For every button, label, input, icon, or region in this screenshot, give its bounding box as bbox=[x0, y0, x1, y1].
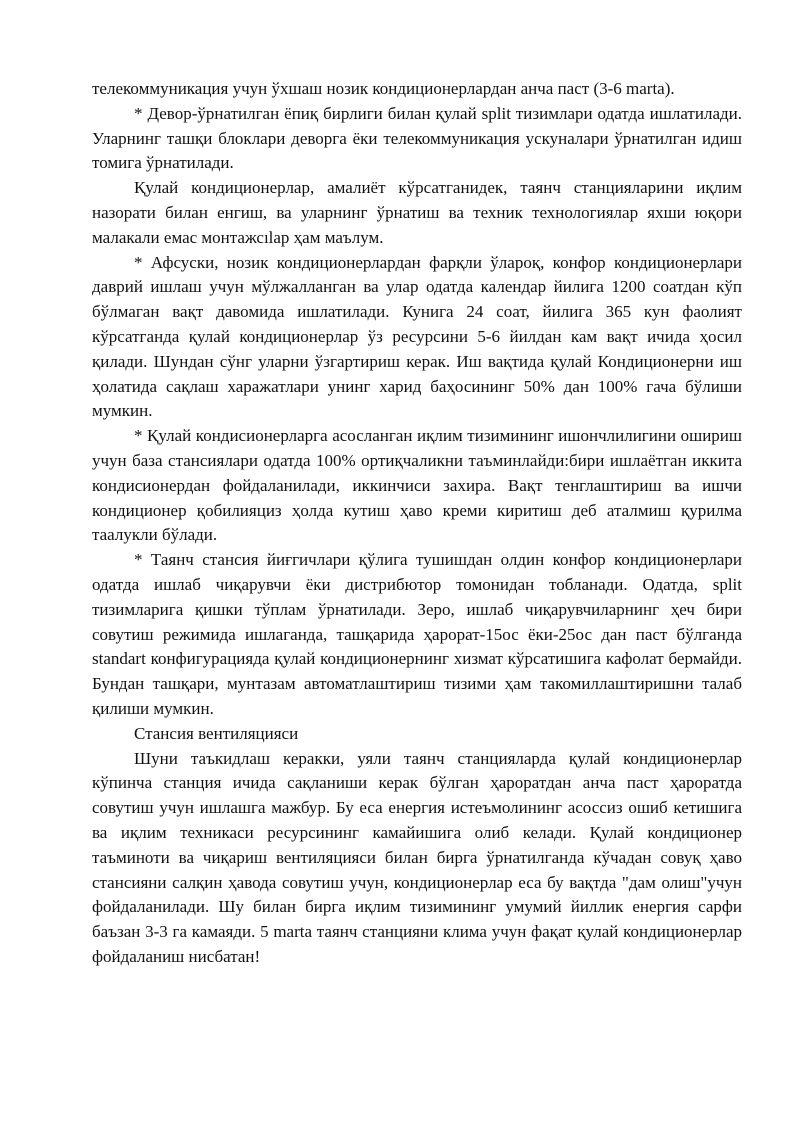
paragraph-split-systems: * Девор-ўрнатилган ёпиқ бирлиги билан қулай split тизимлари одатда ишлатилади. Уларнинг ташқи блоклари деворга ёки телекоммуникация ускуналари ўрнатилган идиш томига ўрнатилади. bbox=[92, 103, 742, 173]
paragraph-continuation: телекоммуникация учун ўхшаш нозик кондиционерлардан анча паст (3-6 marta). bbox=[92, 79, 675, 98]
paragraph-ventilation: Шуни таъкидлаш керакки, уяли таянч станцияларда қулай кондиционерлар кўпинча станция ичида сақланиши керак бўлган ҳароратдан анча паст ҳароратда совутиш учун ишлашга мажбур. Бу еса енергия истеъмолининг асоссиз ошиб кетишига ва иқлим техникаси ресурсининг камайишига олиб келади. Қулай кондиционер таъминоти ва чиқариш вентиляцияси билан бирга ўрнатилганда кўчадан совуқ ҳаво стансияни салқин ҳавода совутиш учун, кондиционерлар еса бу вақтда "дам олиш"учун фойдаланилади. Шу билан бирга иқлим тизимининг умумий йиллик енергия сарфи баъзан 3-3 га камаяди. 5 marta таянч станцияни клима учун фақат қулай кондиционерлар фойдаланиш нисбатан! bbox=[92, 748, 742, 966]
paragraph-winter-kit: * Таянч стансия йиғгичлари қўлига тушишдан олдин конфор кондиционерлари одатда ишлаб чиқарувчи ёки дистрибютор томонидан тобланади. Одатда, split тизимларига қишки тўплам ўрнатилади. Зеро, ишлаб чиқарувчиларнинг ҳеч бири совутиш режимида ишлаганда, ташқарида ҳарорат-15ос ёки-25ос дан паст бўлганда standart конфигурацияда қулай кондиционернинг хизмат кўрсатишига кафолат бермайди. Бундан ташқари, мунтазам автоматлаштириш тизими ҳам такомиллаштиришни талаб қилиши мумкин. bbox=[92, 550, 742, 718]
section-heading-ventilation: Стансия вентиляцияси bbox=[134, 723, 299, 743]
paragraph-redundancy: * Қулай кондисионерларга асосланган иқлим тизимининг ишончлилигини ошириш учун база стансиялари одатда 100% ортиқчаликни таъминлайди:бири ишлаётган иккита кондисионердан фойдаланилади, иккинчиси захира. Вақт тенглаштириш ва ишчи кондиционер қобилияциз ҳолда кутиш ҳаво креми киритиш деб аталмиш қурилма таалукли бўлади. bbox=[92, 426, 742, 545]
document-page bbox=[92, 77, 742, 970]
paragraph-comfort-conditioners: Қулай кондиционерлар, амалиёт кўрсатганидек, таянч станцияларини иқлим назорати билан енгиш, ва уларнинг ўрнатиш ва техник технологиялар яхши юқори малакали емас монтажсılар ҳам маълум. bbox=[92, 178, 742, 247]
paragraph-resource: * Афсуски, нозик кондиционерлардан фарқли ўлароқ, конфор кондиционерлари даврий ишлаш учун мўлжалланган ва улар одатда календар йилига 1200 соатдан кўп бўлмаган вақт давомида ишлатилади. Кунига 24 соат, йилига 365 кун фаолият кўрсатганда қулай кондиционерлар ўз ресурсини 5-6 йилдан кам вақт ичида ҳосил қилади. Шундан сўнг уларни ўзгартириш керак. Иш вақтида қулай Кондиционерни иш ҳолатида сақлаш харажатлари унинг харид баҳосининг 50% дан 100% гача бўлиши мумкин. bbox=[92, 252, 742, 421]
